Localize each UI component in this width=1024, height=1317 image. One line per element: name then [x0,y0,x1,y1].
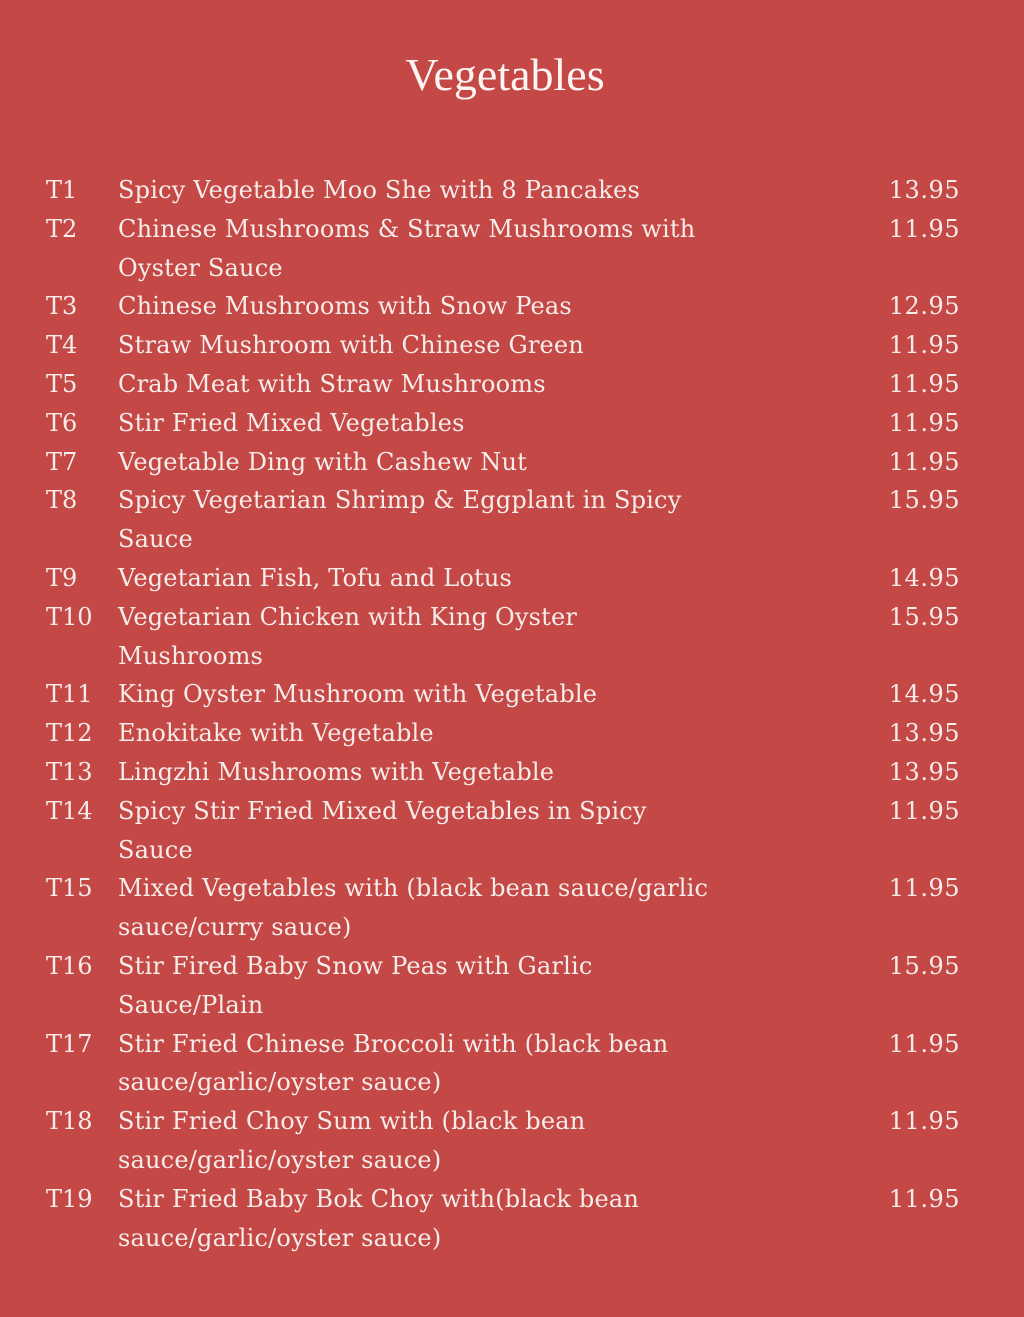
item-code: T2 [46,214,78,243]
item-name: Stir Fired Baby Snow Peas with Garlic Sauce/Plain [118,951,593,1019]
page-title: Vegetables [405,49,605,100]
item-name: Straw Mushroom with Chinese Green [118,331,584,360]
item-code: T17 [46,1029,93,1058]
item-price: 11.95 [888,447,960,476]
item-price: 13.95 [888,176,960,204]
item-name: Enokitake with Vegetable [118,719,434,748]
menu-item [0,365,1024,404]
menu-item [0,1102,1024,1180]
menu-item [0,404,1024,443]
menu-item [0,753,1024,792]
item-name: Chinese Mushrooms with Snow Peas [118,292,572,321]
item-name: Chinese Mushrooms & Straw Mushrooms with Oyster Sauce [118,214,696,282]
item-code: T12 [46,719,93,748]
item-price: 11.95 [888,1184,960,1213]
item-name: Vegetable Ding with Cashew Nut [118,447,527,476]
item-code: T4 [46,331,78,360]
menu-item [0,1025,1024,1103]
item-name: Vegetarian Fish, Tofu and Lotus [118,563,513,592]
menu-item [0,792,1024,870]
menu-item [0,287,1024,326]
item-name: Spicy Vegetable Moo She with 8 Pancakes [118,176,640,204]
item-name: Stir Fried Mixed Vegetables [118,408,465,437]
item-name: Vegetarian Chicken with King Oyster Mushrooms [118,602,578,670]
item-price: 11.95 [888,408,960,437]
menu-item [0,171,1024,210]
item-code: T11 [46,680,93,709]
menu-item [0,869,1024,947]
item-code: T7 [46,447,78,476]
item-name: Spicy Vegetarian Shrimp & Eggplant in Spicy Sauce [118,486,682,554]
item-code: T15 [46,874,93,903]
item-price: 15.95 [888,602,960,631]
item-name: Mixed Vegetables with (black bean sauce/garlic sauce/curry sauce) [118,874,709,942]
item-price: 15.95 [888,486,960,515]
menu-item [0,947,1024,1025]
item-name: Crab Meat with Straw Mushrooms [118,369,546,398]
item-code: T19 [46,1184,93,1213]
item-price: 11.95 [888,331,960,360]
item-code: T18 [46,1107,93,1136]
item-code: T1 [46,176,78,204]
item-price: 13.95 [888,757,960,786]
item-name: King Oyster Mushroom with Vegetable [118,680,598,709]
item-name: Lingzhi Mushrooms with Vegetable [118,757,555,786]
item-price: 14.95 [888,563,960,592]
menu-item [0,559,1024,598]
item-name: Spicy Stir Fried Mixed Vegetables in Spicy Sauce [118,796,647,864]
item-price: 14.95 [888,680,960,709]
item-code: T14 [46,796,93,825]
item-code: T8 [46,486,78,515]
menu-item [0,714,1024,753]
item-price: 15.95 [888,951,960,980]
item-code: T10 [46,602,93,631]
item-code: T6 [46,408,78,437]
menu-item [0,1180,1024,1258]
item-name: Stir Fried Chinese Broccoli with (black bean sauce/garlic/oyster sauce) [118,1029,669,1097]
item-price: 11.95 [888,796,960,825]
menu-item [0,443,1024,482]
item-code: T3 [46,292,78,321]
item-price: 11.95 [888,1107,960,1136]
item-code: T9 [46,563,78,592]
item-price: 12.95 [888,292,960,321]
menu-item [0,598,1024,676]
menu-item [0,481,1024,559]
item-code: T13 [46,757,93,786]
item-code: T16 [46,951,93,980]
item-name: Stir Fried Baby Bok Choy with(black bean sauce/garlic/oyster sauce) [118,1184,640,1252]
menu-item [0,326,1024,365]
menu-item [0,210,1024,288]
menu-item [0,675,1024,714]
item-price: 11.95 [888,874,960,903]
item-price: 11.95 [888,369,960,398]
item-name: Stir Fried Choy Sum with (black bean sauce/garlic/oyster sauce) [118,1107,586,1174]
item-price: 11.95 [888,1029,960,1058]
item-price: 11.95 [888,214,960,243]
item-code: T5 [46,369,78,398]
menu-list [0,171,1024,1257]
item-price: 13.95 [888,719,960,748]
